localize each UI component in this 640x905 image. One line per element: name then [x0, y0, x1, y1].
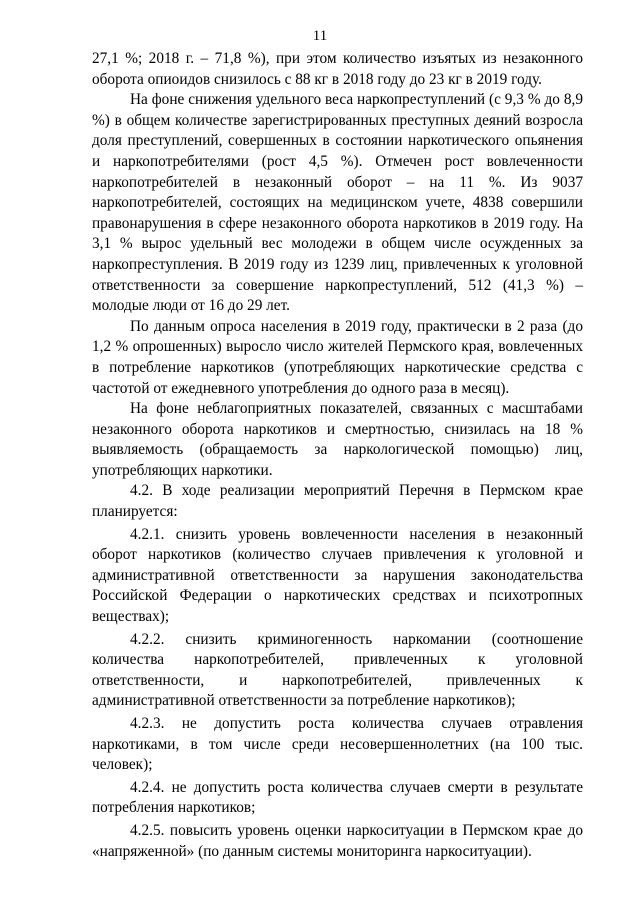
- document-body: [92, 49, 583, 862]
- paragraph-4-2-4: 4.2.4. не допустить роста количества случаев смерти в результате потребления наркотиков;: [92, 778, 583, 817]
- paragraph-survey: По данным опроса населения в 2019 году, практически в 2 раза (до 1,2 % опрошенных) выросло число жителей Пермского края, вовлеченных в потребление наркотиков (употребляющих наркотические средства с частотой от ежедневного употребления до одного раза в месяц).: [92, 317, 583, 397]
- paragraph-drug-crimes: На фоне снижения удельного веса наркопреступлений (с 9,3 % до 8,9 %) в общем количестве зарегистрированных преступных деяний возросла доля преступлений, совершенных в состоянии наркотического опьянения и наркопотребителями (рост 4,5 %). Отмечен рост вовлеченности наркопотребителей в незаконный оборот – на 11 %. Из 9037 наркопотребителей, состоящих на медицинском учете, 4838 совершили правонарушения в сфере незаконного оборота наркотиков в 2019 году. На 3,1 % вырос удельный вес молодежи в общем числе осужденных за наркопреступления. В 2019 году из 1239 лиц, привлеченных к уголовной ответственности за совершение наркопреступлений, 512 (41,3 %) – молодые люди от 16 до 29 лет.: [92, 91, 583, 315]
- paragraph-4-2-1: 4.2.1. снизить уровень вовлеченности населения в незаконный оборот наркотиков (количество случаев привлечения к уголовной и административной ответственности за нарушения законодательства Российской Федерации о наркотических средствах и психотропных веществах);: [92, 525, 583, 626]
- page-number: 11: [312, 28, 328, 44]
- paragraph-continuation: 27,1 %; 2018 г. – 71,8 %), при этом количество изъятых из незаконного оборота опиоидов снизилось с 88 кг в 2018 году до 23 кг в 2019 году.: [92, 50, 583, 88]
- paragraph-4-2-5: 4.2.5. повысить уровень оценки наркоситуации в Пермском крае до «напряженной» (по данным системы мониторинга наркоситуации).: [92, 821, 583, 860]
- paragraph-4-2-3: 4.2.3. не допустить роста количества случаев отравления наркотиками, в том числе среди несовершеннолетних (на 100 тыс. человек);: [92, 715, 583, 774]
- paragraph-detection: На фоне неблагоприятных показателей, связанных с масштабами незаконного оборота наркотиков и смертностью, снизилась на 18 % выявляемость (обращаемость за наркологической помощью) лиц, употребляющих наркотики.: [92, 400, 583, 479]
- paragraph-4-2: 4.2. В ходе реализации мероприятий Перечня в Пермском крае планируется:: [92, 482, 583, 521]
- paragraph-4-2-2: 4.2.2. снизить криминогенность наркомании (соотношение количества наркопотребителей, привлеченных к уголовной ответственности, и наркопотребителей, привлеченных к административной ответственности за потребление наркотиков);: [92, 630, 583, 710]
